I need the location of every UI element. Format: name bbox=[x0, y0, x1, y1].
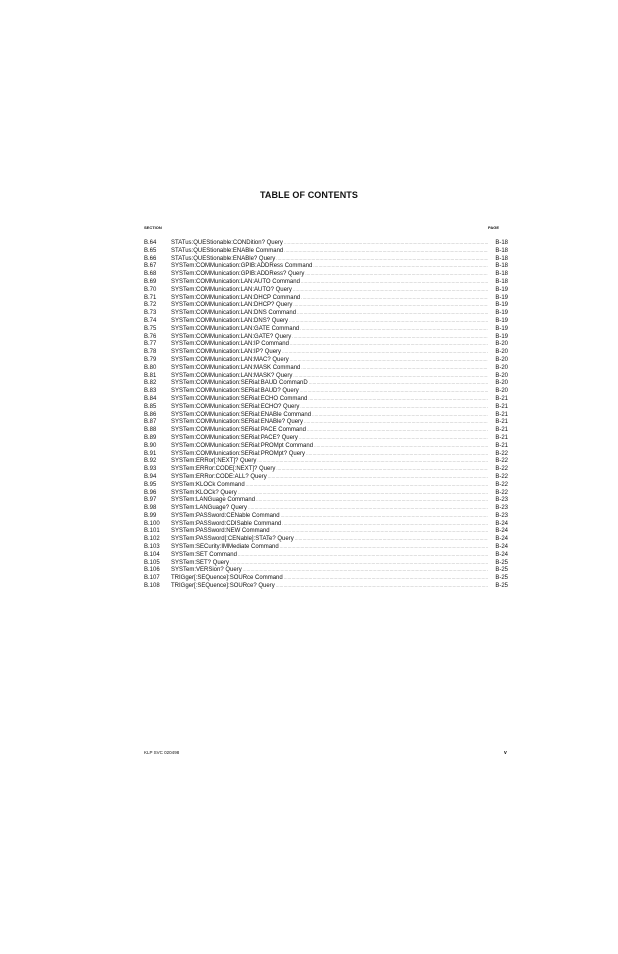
toc-entry-page: B-22 bbox=[495, 481, 508, 488]
toc-entry-page: B-25 bbox=[495, 583, 508, 590]
toc-entry-number: B.96 bbox=[144, 489, 157, 496]
toc-entry-leader bbox=[293, 286, 488, 294]
toc-entry-leader bbox=[305, 270, 488, 278]
toc-entry-leader bbox=[256, 496, 488, 504]
toc-entry-leader bbox=[312, 411, 488, 419]
toc-entry-title: SYSTem:ERRor:CODE[:NEXT]? Query bbox=[171, 466, 276, 473]
toc-entry-leader bbox=[280, 543, 488, 551]
toc-entry-title: STATus:QUEStionable:ENABle? Query bbox=[171, 255, 276, 262]
toc-entry-title: SYSTem:PASSword[:CENable]:STATe? Query bbox=[171, 536, 294, 543]
toc-entry-leader bbox=[297, 309, 488, 317]
toc-entry[interactable] bbox=[144, 247, 508, 255]
toc-entry-title: SYSTem:LANGuage? Query bbox=[171, 505, 248, 512]
toc-entry-number: B.90 bbox=[144, 442, 157, 449]
toc-entry-page: B-18 bbox=[495, 263, 508, 270]
toc-entry-page: B-21 bbox=[495, 442, 508, 449]
toc-entry[interactable] bbox=[144, 582, 508, 590]
toc-entry-title: SYSTem:COMMunication:LAN:DHCP? Query bbox=[171, 302, 293, 309]
toc-entry-number: B.102 bbox=[144, 536, 160, 543]
toc-entry-leader bbox=[306, 450, 488, 458]
toc-entry-leader bbox=[257, 457, 488, 465]
toc-entry-number: B.72 bbox=[144, 302, 157, 309]
toc-entry-number: B.77 bbox=[144, 341, 157, 348]
toc-entry-title: SYSTem:KLOCk Command bbox=[171, 481, 245, 488]
toc-entry-title: SYSTem:COMMunication:SERial:ENABle Command bbox=[171, 411, 312, 418]
toc-entry-leader bbox=[284, 239, 488, 247]
toc-entry-page: B-22 bbox=[495, 450, 508, 457]
toc-entry[interactable] bbox=[144, 411, 508, 419]
toc-entry[interactable] bbox=[144, 270, 508, 278]
toc-entry-page: B-25 bbox=[495, 559, 508, 566]
toc-entry[interactable] bbox=[144, 379, 508, 387]
toc-entry-page: B-18 bbox=[495, 278, 508, 285]
toc-entry-page: B-18 bbox=[495, 255, 508, 262]
toc-entry-page: B-21 bbox=[495, 427, 508, 434]
toc-entry-leader bbox=[304, 418, 488, 426]
toc-entry-page: B-24 bbox=[495, 520, 508, 527]
toc-entry-title: SYSTem:COMMunication:LAN:AUTO Command bbox=[171, 278, 300, 285]
toc-entry-leader bbox=[307, 426, 488, 434]
toc-entry[interactable] bbox=[144, 426, 508, 434]
toc-entry-leader bbox=[282, 520, 488, 528]
toc-entry-page: B-19 bbox=[495, 286, 508, 293]
toc-entry-number: B.95 bbox=[144, 481, 157, 488]
toc-entry-leader bbox=[284, 574, 488, 582]
toc-entry-number: B.101 bbox=[144, 528, 160, 535]
toc-entry[interactable] bbox=[144, 387, 508, 395]
toc-entry-title: SYSTem:LANGuage Command bbox=[171, 497, 256, 504]
toc-entry-leader bbox=[313, 262, 488, 270]
toc-entry[interactable] bbox=[144, 551, 508, 559]
toc-entry-leader bbox=[314, 442, 488, 450]
toc-entry-number: B.79 bbox=[144, 356, 157, 363]
toc-entry-title: SYSTem:SECurity:IMMediate Command bbox=[171, 544, 279, 551]
toc-entry-page: B-24 bbox=[495, 544, 508, 551]
toc-entry-page: B-24 bbox=[495, 528, 508, 535]
toc-entry-number: B.82 bbox=[144, 380, 157, 387]
toc-entry-leader bbox=[301, 278, 488, 286]
toc-entry[interactable] bbox=[144, 255, 508, 263]
toc-entry-leader bbox=[282, 348, 488, 356]
toc-entry-leader bbox=[292, 333, 488, 341]
toc-entry[interactable] bbox=[144, 574, 508, 582]
toc-entry-number: B.104 bbox=[144, 551, 160, 558]
toc-entry-leader bbox=[308, 395, 488, 403]
toc-entry[interactable] bbox=[144, 340, 508, 348]
toc-entry-leader bbox=[276, 465, 488, 473]
toc-entry-leader bbox=[268, 473, 488, 481]
toc-entry-number: B.87 bbox=[144, 419, 157, 426]
toc-entry-number: B.106 bbox=[144, 567, 160, 574]
toc-entry-title: SYSTem:COMMunication:LAN:MAC? Query bbox=[171, 356, 289, 363]
toc-entry-title: TRIGger[:SEQuence]:SOURce? Query bbox=[171, 583, 275, 590]
toc-entry-page: B-19 bbox=[495, 302, 508, 309]
toc-entry-title: STATus:QUEStionable:CONDition? Query bbox=[171, 240, 283, 246]
toc-entry[interactable] bbox=[144, 403, 508, 411]
toc-entry[interactable] bbox=[144, 294, 508, 302]
toc-entry-page: B-18 bbox=[495, 240, 508, 246]
toc-entry-leader bbox=[276, 255, 488, 263]
toc-entry-page: B-19 bbox=[495, 333, 508, 340]
toc-entry[interactable] bbox=[144, 527, 508, 535]
toc-entry-title: SYSTem:COMMunication:LAN:AUTO? Query bbox=[171, 286, 292, 293]
toc-entry-leader bbox=[301, 294, 488, 302]
toc-entry[interactable] bbox=[144, 465, 508, 473]
toc-entry-title: SYSTem:SET? Query bbox=[171, 559, 230, 566]
toc-entry-number: B.69 bbox=[144, 278, 157, 285]
toc-entry-title: SYSTem:COMMunication:LAN:GATE? Query bbox=[171, 333, 292, 340]
toc-entry-number: B.103 bbox=[144, 544, 160, 551]
toc-entry-title: SYSTem:ERRor[:NEXT]? Query bbox=[171, 458, 257, 465]
toc-entry-number: B.75 bbox=[144, 325, 157, 332]
toc-entry[interactable] bbox=[144, 278, 508, 286]
toc-entry-number: B.70 bbox=[144, 286, 157, 293]
toc-entry-title: SYSTem:COMMunication:LAN:IP? Query bbox=[171, 349, 282, 356]
toc-entry-number: B.91 bbox=[144, 450, 157, 457]
toc-entry-title: SYSTem:COMMunication:SERial:PROMpt? Query bbox=[171, 450, 306, 457]
toc-entry-title: TRIGger[:SEQuence]:SOURce Command bbox=[171, 575, 283, 582]
toc-entry-page: B-21 bbox=[495, 434, 508, 441]
toc-entry-leader bbox=[238, 551, 488, 559]
toc-entry-page: B-20 bbox=[495, 372, 508, 379]
toc-entry-number: B.66 bbox=[144, 255, 157, 262]
toc-entry-number: B.107 bbox=[144, 575, 160, 582]
toc-entry-number: B.99 bbox=[144, 512, 157, 519]
toc-entry-page: B-24 bbox=[495, 551, 508, 558]
toc-entry-leader bbox=[284, 247, 488, 255]
toc-entry-leader bbox=[243, 566, 488, 574]
toc-entry-leader bbox=[276, 582, 488, 590]
toc-entry-title: SYSTem:COMMunication:SERial:PACE? Query bbox=[171, 434, 298, 441]
toc-entry-title: SYSTem:COMMunication:LAN:IP Command bbox=[171, 341, 289, 348]
toc-entry-number: B.80 bbox=[144, 364, 157, 371]
toc-entry-page: B-22 bbox=[495, 489, 508, 496]
toc-entry[interactable] bbox=[144, 559, 508, 567]
toc-entry-number: B.86 bbox=[144, 411, 157, 418]
toc-entry[interactable] bbox=[144, 395, 508, 403]
toc-entry-page: B-25 bbox=[495, 567, 508, 574]
section-column-header: SECTION bbox=[144, 225, 162, 230]
toc-entry-title: SYSTem:COMMunication:SERial:ECHO? Query bbox=[171, 403, 300, 410]
toc-entry-page: B-21 bbox=[495, 419, 508, 426]
toc-entry[interactable] bbox=[144, 309, 508, 317]
toc-entry-page: B-19 bbox=[495, 294, 508, 301]
toc-entry-leader bbox=[300, 325, 488, 333]
toc-entry-page: B-20 bbox=[495, 388, 508, 395]
toc-entry-leader bbox=[295, 535, 488, 543]
toc-entry[interactable] bbox=[144, 566, 508, 574]
toc-entry-number: B.74 bbox=[144, 317, 157, 324]
toc-entry[interactable] bbox=[144, 473, 508, 481]
toc-entry-title: SYSTem:ERRor:CODE:ALL? Query bbox=[171, 473, 267, 480]
toc-entry-leader bbox=[299, 434, 488, 442]
toc-entry[interactable] bbox=[144, 434, 508, 442]
toc-entry-page: B-22 bbox=[495, 466, 508, 473]
toc-entry-number: B.100 bbox=[144, 520, 160, 527]
toc-entry-number: B.73 bbox=[144, 310, 157, 317]
toc-entry-title: SYSTem:COMMunication:LAN:MASK Command bbox=[171, 364, 301, 371]
toc-entry-page: B-19 bbox=[495, 317, 508, 324]
toc-entry-title: SYSTem:COMMunication:SERial:PROMpt Command bbox=[171, 442, 314, 449]
toc-entry-number: B.88 bbox=[144, 427, 157, 434]
toc-entry-page: B-23 bbox=[495, 512, 508, 519]
page-number: v bbox=[504, 750, 507, 756]
toc-entry-number: B.93 bbox=[144, 466, 157, 473]
toc-entry-page: B-22 bbox=[495, 473, 508, 480]
toc-entry-number: B.78 bbox=[144, 349, 157, 356]
toc-entry[interactable] bbox=[144, 481, 508, 489]
toc-entry-page: B-23 bbox=[495, 505, 508, 512]
toc-entry[interactable] bbox=[144, 325, 508, 333]
toc-entry-number: B.97 bbox=[144, 497, 157, 504]
toc-entry[interactable] bbox=[144, 348, 508, 356]
toc-entry[interactable] bbox=[144, 442, 508, 450]
toc-entry[interactable] bbox=[144, 512, 508, 520]
toc-entry-leader bbox=[289, 317, 488, 325]
toc-entry-page: B-20 bbox=[495, 380, 508, 387]
toc-entry-leader bbox=[301, 364, 488, 372]
toc-entry-title: SYSTem:VERSion? Query bbox=[171, 567, 242, 574]
toc-entry-leader bbox=[300, 403, 488, 411]
toc-entry[interactable] bbox=[144, 418, 508, 426]
toc-entry-number: B.94 bbox=[144, 473, 157, 480]
toc-entry-page: B-22 bbox=[495, 458, 508, 465]
toc-entry-number: B.92 bbox=[144, 458, 157, 465]
toc-entry-page: B-21 bbox=[495, 403, 508, 410]
toc-entry-leader bbox=[246, 481, 488, 489]
toc-entry-title: SYSTem:SET Command bbox=[171, 551, 237, 558]
toc-entry-page: B-20 bbox=[495, 356, 508, 363]
toc-entry-title: SYSTem:COMMunication:LAN:DHCP Command bbox=[171, 294, 301, 301]
toc-entry-title: SYSTem:COMMunication:LAN:DNS? Query bbox=[171, 317, 289, 324]
toc-entry-leader bbox=[300, 387, 488, 395]
toc-entry-leader bbox=[293, 372, 488, 380]
toc-entry-leader bbox=[293, 301, 488, 309]
toc-entry-title: SYSTem:COMMunication:SERial:BAUD CommanD bbox=[171, 380, 308, 387]
toc-entry-page: B-20 bbox=[495, 364, 508, 371]
toc-entry[interactable] bbox=[144, 489, 508, 497]
toc-entry-page: B-20 bbox=[495, 349, 508, 356]
toc-entry-title: SYSTem:COMMunication:SERial:ENABle? Query bbox=[171, 419, 304, 426]
toc-entry-leader bbox=[238, 489, 488, 497]
toc-entry[interactable] bbox=[144, 450, 508, 458]
toc-entry-title: SYSTem:COMMunication:SERial:BAUD? Query bbox=[171, 388, 299, 395]
toc-entry-number: B.64 bbox=[144, 240, 157, 246]
toc-entry-leader bbox=[290, 340, 488, 348]
toc-entry-title: SYSTem:COMMunication:SERial:ECHO Command bbox=[171, 395, 308, 402]
toc-entry[interactable] bbox=[144, 543, 508, 551]
toc-entry-number: B.67 bbox=[144, 263, 157, 270]
toc-entry-leader bbox=[290, 356, 488, 364]
toc-entry[interactable] bbox=[144, 364, 508, 372]
toc-entry-title: SYSTem:PASSword:NEW Command bbox=[171, 528, 270, 535]
toc-entry-number: B.108 bbox=[144, 583, 160, 590]
toc-entry-page: B-20 bbox=[495, 341, 508, 348]
toc-entry-leader bbox=[248, 504, 488, 512]
toc-entry-page: B-23 bbox=[495, 497, 508, 504]
toc-entry-number: B.85 bbox=[144, 403, 157, 410]
toc-entry[interactable] bbox=[144, 317, 508, 325]
toc-entry-title: SYSTem:PASSword:CDISable Command bbox=[171, 520, 282, 527]
toc-entry-number: B.65 bbox=[144, 247, 157, 254]
toc-entry[interactable] bbox=[144, 239, 508, 247]
toc-entry[interactable] bbox=[144, 262, 508, 270]
toc-entry[interactable] bbox=[144, 356, 508, 364]
toc-entry-title: SYSTem:COMMunication:LAN:GATE Command bbox=[171, 325, 300, 332]
toc-entry-title: SYSTem:PASSword:CENable Command bbox=[171, 512, 280, 519]
toc-entry-title: SYSTem:KLOCk? Query bbox=[171, 489, 237, 496]
toc-entry-title: STATus:QUEStionable:ENABle Command bbox=[171, 247, 284, 254]
toc-entry-page: B-24 bbox=[495, 536, 508, 543]
toc-entry[interactable] bbox=[144, 286, 508, 294]
toc-entry[interactable] bbox=[144, 333, 508, 341]
toc-entry-page: B-21 bbox=[495, 411, 508, 418]
toc-entry-page: B-18 bbox=[495, 271, 508, 278]
toc-entry[interactable] bbox=[144, 535, 508, 543]
page-column-header: PAGE bbox=[488, 225, 500, 230]
toc-entry-number: B.98 bbox=[144, 505, 157, 512]
toc-entry[interactable] bbox=[144, 496, 508, 504]
toc-entry-number: B.76 bbox=[144, 333, 157, 340]
toc-entry[interactable] bbox=[144, 372, 508, 380]
toc-entry-page: B-19 bbox=[495, 325, 508, 332]
toc-entry-number: B.68 bbox=[144, 271, 157, 278]
toc-entry-title: SYSTem:COMMunication:SERial:PACE Command bbox=[171, 427, 306, 434]
toc-entry-leader bbox=[281, 512, 488, 520]
toc-entry-number: B.105 bbox=[144, 559, 160, 566]
toc-entry-leader bbox=[309, 379, 488, 387]
toc-entry-title: SYSTem:COMMunication:GPIB:ADDRess? Query bbox=[171, 271, 305, 278]
toc-entry-leader bbox=[271, 527, 488, 535]
document-code: KLP SVC 020498 bbox=[144, 750, 180, 755]
toc-entry-title: SYSTem:COMMunication:LAN:DNS Command bbox=[171, 310, 297, 317]
toc-entry-leader bbox=[230, 559, 488, 567]
toc-entry-number: B.71 bbox=[144, 294, 157, 301]
toc-entry-number: B.81 bbox=[144, 372, 157, 379]
toc-list bbox=[144, 239, 508, 590]
toc-entry[interactable] bbox=[144, 520, 508, 528]
toc-entry-page: B-18 bbox=[495, 247, 508, 254]
page-title: TABLE OF CONTENTS bbox=[259, 190, 359, 200]
toc-entry[interactable] bbox=[144, 504, 508, 512]
toc-entry-number: B.84 bbox=[144, 395, 157, 402]
toc-entry[interactable] bbox=[144, 301, 508, 309]
toc-entry-page: B-25 bbox=[495, 575, 508, 582]
toc-entry-page: B-21 bbox=[495, 395, 508, 402]
toc-entry-number: B.83 bbox=[144, 388, 157, 395]
toc-entry-title: SYSTem:COMMunication:GPIB:ADDRess Command bbox=[171, 263, 313, 270]
toc-entry-title: SYSTem:COMMunication:LAN:MASK? Query bbox=[171, 372, 293, 379]
toc-entry[interactable] bbox=[144, 457, 508, 465]
toc-entry-number: B.89 bbox=[144, 434, 157, 441]
toc-entry-page: B-19 bbox=[495, 310, 508, 317]
